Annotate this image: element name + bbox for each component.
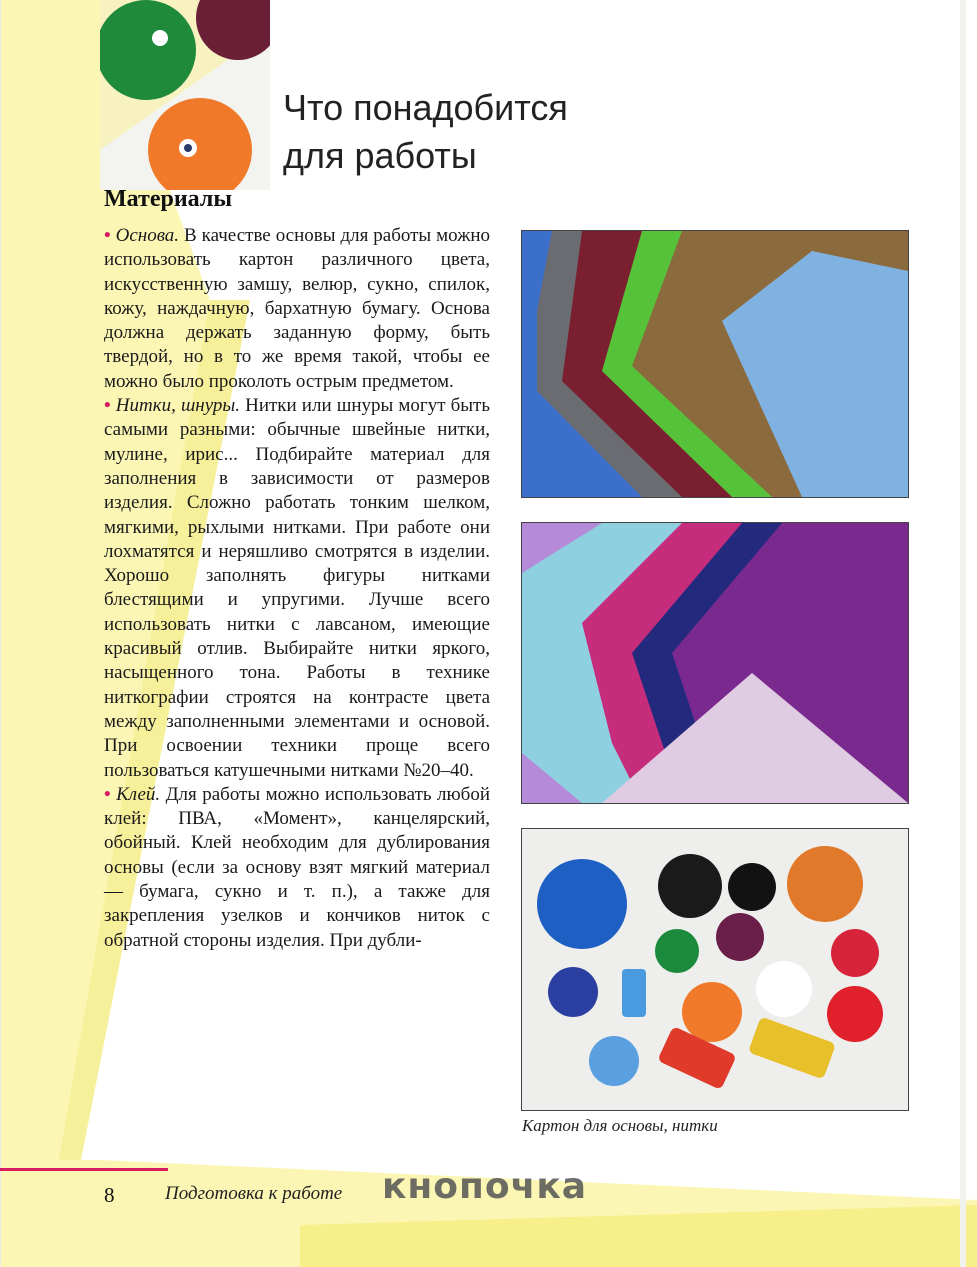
body-text — [104, 224, 490, 953]
photo-threads — [521, 828, 909, 1111]
photo-paper-sheets-2 — [521, 522, 909, 804]
bullet-icon: • — [104, 225, 111, 246]
photo-paper-sheets-1 — [521, 230, 909, 498]
watermark: кнопочка — [382, 1166, 588, 1207]
bullet-icon: • — [104, 395, 111, 417]
term-base: Основа. — [115, 225, 180, 246]
photo-caption: Картон для основы, нитки — [522, 1116, 718, 1135]
page-title — [283, 84, 568, 180]
footer-accent-line — [0, 1168, 168, 1171]
header-thread-photo — [100, 0, 270, 190]
paragraph-base-text: В качестве основы для работы можно использовать картон различного цвета, искусственную замшу, велюр, сукно, спилок, кожу, наждачную, бархатную бумагу. Основа должна держать заданную форму, быть твердой, но в то же время такой, чтобы ее можно было проколоть острым предметом. — [104, 225, 490, 392]
title-line-2: для работы — [283, 135, 477, 176]
title-line-1: Что понадобится — [283, 87, 568, 128]
page-number: 8 — [104, 1183, 115, 1207]
paragraph-glue-text: Для работы можно использовать любой клей: ПВА, «Момент», канцелярский, обойный. Клей необходим для дублирования основы (если за основу взят мягкий материал — бумага, сукно и т. п.), а также для закрепления узелков и кончиков ниток с обратной стороны изделия. При дубли- — [104, 783, 490, 951]
paragraph-threads-text: Нитки или шнуры могут быть самыми разными: обычные швейные нитки, мулине, ирис... Подбирайте материал для заполнения в зависимости от размеров изделия. Сложно работать тонким шелком, мягкими, рыхлыми нитками. При работе они лохматятся и неряшливо смотрятся в изделии. Хорошо заполнять фигуры нитками блестящими и упругими. Лучше всего использовать нитки с лавсаном, имеющие красивый отлив. Выбирайте нитки яркого, насыщенного тона. Работы в технике ниткографии строятся на контрасте цвета между заполненными элементами и основой. При освоении техники проще всего пользоваться катушечными нитками №20–40. — [104, 395, 490, 781]
paragraph-glue — [104, 783, 490, 953]
section-heading: Материалы — [104, 186, 233, 212]
page-edge — [960, 0, 966, 1267]
running-head: Подготовка к работе — [165, 1183, 343, 1204]
term-glue: Клей. — [116, 783, 161, 805]
paragraph-base — [104, 224, 490, 394]
paragraph-threads — [104, 394, 490, 783]
bullet-icon: • — [104, 783, 111, 805]
term-threads: Нитки, шнуры. — [115, 395, 241, 417]
